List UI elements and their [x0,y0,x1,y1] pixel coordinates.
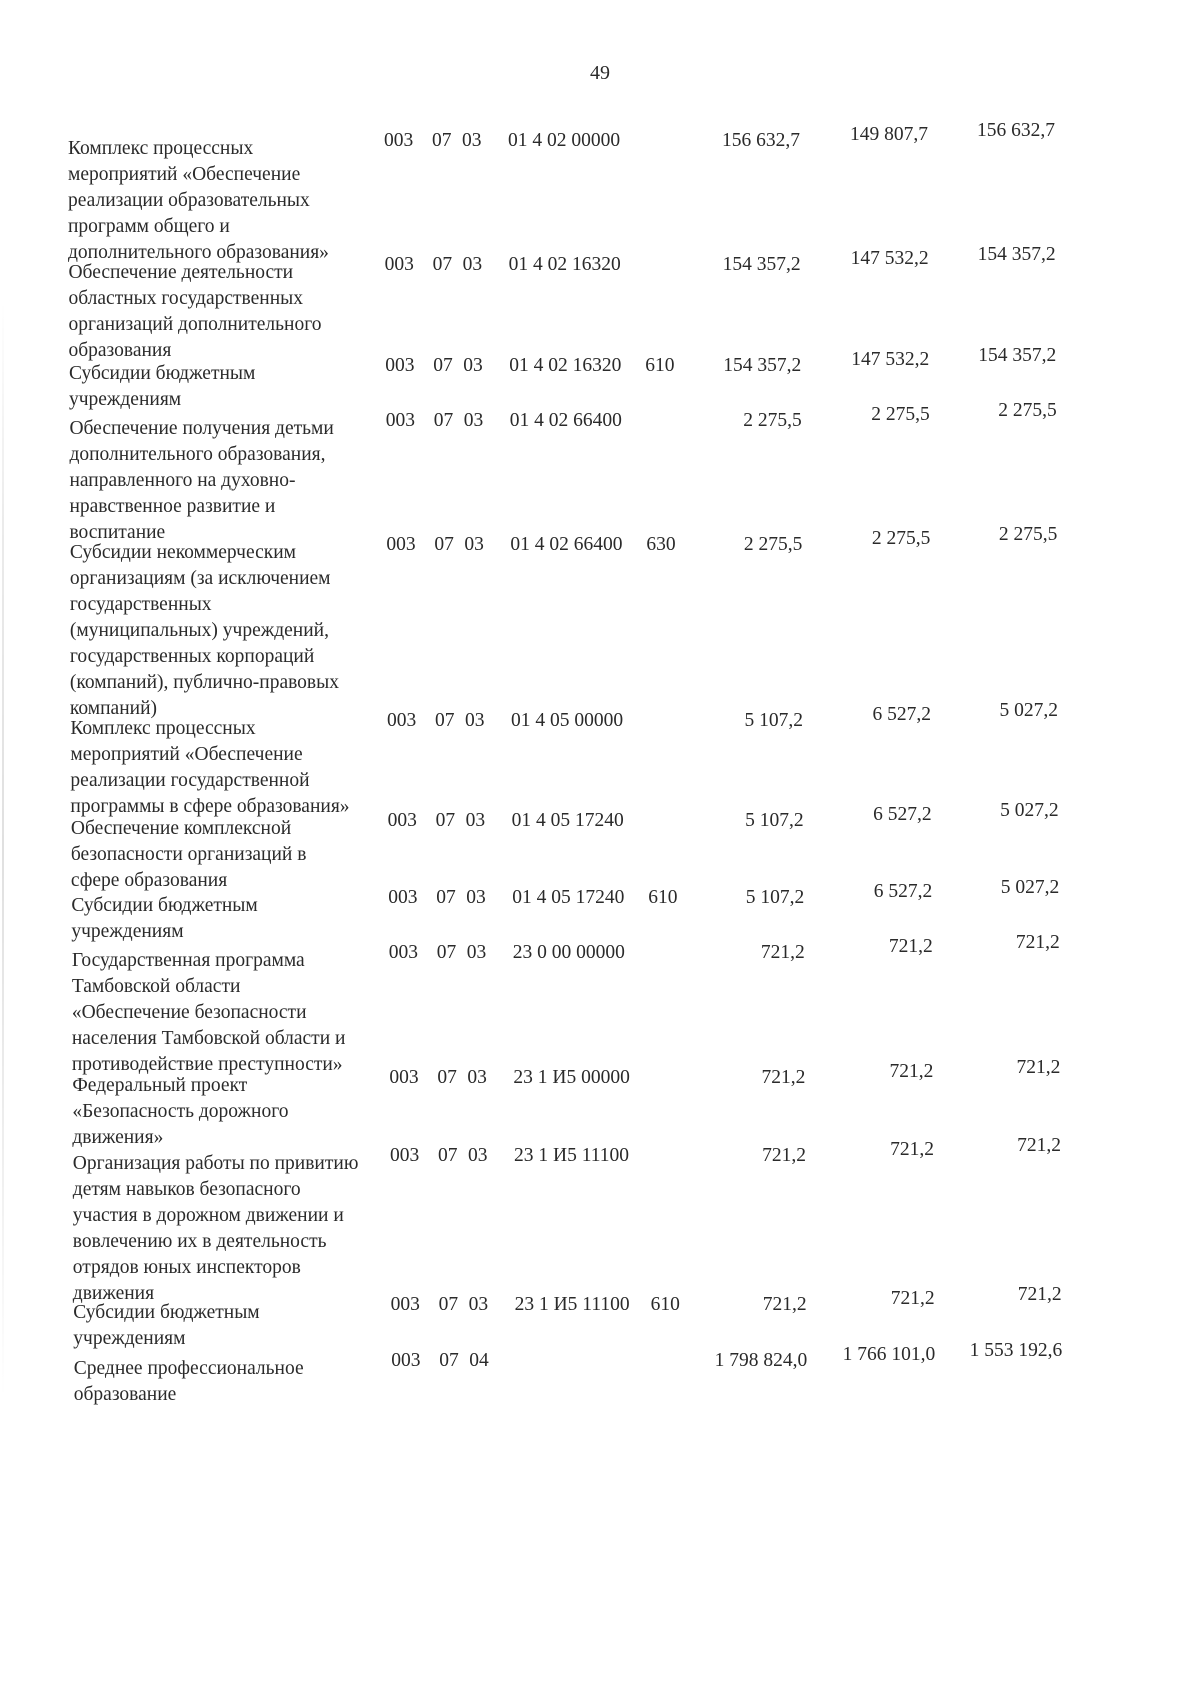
amount-year-1: 721,2 [762,1145,806,1166]
amount-year-1: 721,2 [761,1067,806,1088]
subsection-code: 03 [467,1067,487,1088]
amount-year-3: 154 357,2 [978,345,1057,366]
amount-year-3: 721,2 [1015,932,1060,953]
section-code: 07 [439,1350,459,1371]
amount-year-3: 721,2 [1017,1135,1061,1156]
subsection-code: 03 [466,887,486,908]
amount-year-1: 156 632,7 [722,130,800,151]
subsection-code: 03 [466,942,487,963]
amount-year-2: 147 532,2 [850,248,929,269]
page-number: 49 [590,62,610,84]
amount-year-3: 2 275,5 [998,400,1057,421]
ministry-code: 003 [388,942,419,963]
ministry-code: 003 [388,887,418,908]
row-name: Субсидии некоммерческим организациям (за исключением государственных (муниципальных) учреждений, государственных корпораций (компаний), публично-правовых компаний) [69,542,339,719]
row-name: Организация работы по привитию детям навыков безопасного участия в дорожном движении и вовлечению их в деятельность отрядов юных инспекторов движения [72,1153,359,1304]
row-name: Государственная программа Тамбовской области «Обеспечение безопасности населения Тамбовской области и противодействие преступности» [71,950,346,1075]
row-name: Обеспечение получения детьми дополнительного образования, направленного на духовно- нравственное развитие и воспитание [69,418,334,543]
amount-year-1: 154 357,2 [722,254,801,275]
expense-type-code: 610 [645,355,675,376]
amount-year-2: 6 527,2 [873,804,932,825]
ministry-code: 003 [385,355,415,376]
row-name: Федеральный проект «Безопасность дорожного движения» [72,1075,289,1148]
expense-type-code: 610 [650,1294,680,1315]
amount-year-1: 2 275,5 [743,534,803,555]
subsection-code: 03 [468,1294,489,1315]
row-name: Среднее профессиональное образование [73,1358,304,1405]
row-name: Комплекс процессных мероприятий «Обеспечение реализации образовательных программ общего и дополнительного образования» [68,138,329,263]
amount-year-2: 721,2 [889,1061,934,1082]
amount-year-3: 5 027,2 [1000,800,1059,821]
subsection-code: 03 [463,410,484,431]
amount-year-3: 1 553 192,6 [969,1340,1063,1361]
subsection-code: 03 [464,534,484,555]
subsection-code: 03 [465,710,485,731]
target-article-code: 01 4 02 00000 [508,130,621,151]
amount-year-1: 721,2 [760,942,805,963]
row-name: Субсидии бюджетным учреждениям [73,1302,260,1349]
subsection-code: 03 [468,1145,488,1166]
amount-year-3: 156 632,7 [977,120,1055,141]
target-article-code: 01 4 05 00000 [511,710,624,731]
target-article-code: 23 1 И5 11100 [514,1145,630,1166]
amount-year-2: 2 275,5 [871,404,930,425]
ministry-code: 003 [386,534,416,555]
amount-year-2: 149 807,7 [850,124,928,145]
subsection-code: 03 [465,810,486,831]
ministry-code: 003 [387,710,417,731]
amount-year-3: 5 027,2 [1000,877,1060,898]
target-article-code: 01 4 05 17240 [512,887,625,908]
amount-year-2: 6 527,2 [872,704,931,725]
row-name: Обеспечение комплексной безопасности организаций в сфере образования [70,818,307,891]
amount-year-3: 2 275,5 [998,524,1058,545]
amount-year-1: 154 357,2 [723,355,802,376]
ministry-code: 003 [387,810,417,831]
ministry-code: 003 [391,1350,421,1371]
target-article-code: 01 4 02 16320 [508,254,621,275]
ministry-code: 003 [385,410,416,431]
amount-year-3: 5 027,2 [999,700,1058,721]
amount-year-1: 721,2 [762,1294,807,1315]
amount-year-1: 5 107,2 [745,810,804,831]
amount-year-1: 5 107,2 [744,710,803,731]
amount-year-2: 2 275,5 [871,528,931,549]
section-code: 07 [433,410,454,431]
section-code: 07 [435,810,456,831]
expense-type-code: 630 [646,534,676,555]
section-code: 07 [436,887,456,908]
section-code: 07 [437,1067,457,1088]
amount-year-3: 154 357,2 [977,244,1056,265]
row-name: Субсидии бюджетным учреждениям [71,895,258,942]
subsection-code: 03 [462,254,483,275]
amount-year-1: 5 107,2 [745,887,805,908]
target-article-code: 01 4 05 17240 [511,810,624,831]
section-code: 07 [433,355,453,376]
ministry-code: 003 [390,1145,420,1166]
target-article-code: 01 4 02 66400 [510,534,623,555]
section-code: 07 [436,942,457,963]
section-code: 07 [438,1294,459,1315]
section-code: 07 [435,710,455,731]
subsection-code: 03 [462,130,482,151]
amount-year-2: 721,2 [890,1288,935,1309]
target-article-code: 23 0 00 00000 [512,942,625,963]
section-code: 07 [432,254,453,275]
amount-year-2: 147 532,2 [851,349,930,370]
target-article-code: 01 4 02 66400 [509,410,622,431]
ministry-code: 003 [390,1294,420,1315]
target-article-code: 01 4 02 16320 [509,355,622,376]
row-name: Субсидии бюджетным учреждениям [68,363,256,410]
amount-year-3: 721,2 [1016,1057,1061,1078]
amount-year-3: 721,2 [1017,1284,1062,1305]
amount-year-2: 6 527,2 [873,881,933,902]
subsection-code: 04 [469,1350,489,1371]
amount-year-1: 1 798 824,0 [714,1350,808,1371]
row-name: Комплекс процессных мероприятий «Обеспечение реализации государственной программы в сфере образования» [70,718,350,817]
target-article-code: 23 1 И5 11100 [514,1294,630,1315]
section-code: 07 [434,534,454,555]
section-code: 07 [432,130,452,151]
expense-type-code: 610 [648,887,678,908]
ministry-code: 003 [384,254,414,275]
amount-year-1: 2 275,5 [743,410,802,431]
subsection-code: 03 [463,355,483,376]
amount-year-2: 1 766 101,0 [842,1344,936,1365]
row-name: Обеспечение деятельности областных государственных организаций дополнительного образования [68,262,322,361]
ministry-code: 003 [384,130,414,151]
amount-year-2: 721,2 [890,1139,934,1160]
section-code: 07 [438,1145,458,1166]
ministry-code: 003 [389,1067,419,1088]
target-article-code: 23 1 И5 00000 [513,1067,630,1088]
amount-year-2: 721,2 [888,936,933,957]
